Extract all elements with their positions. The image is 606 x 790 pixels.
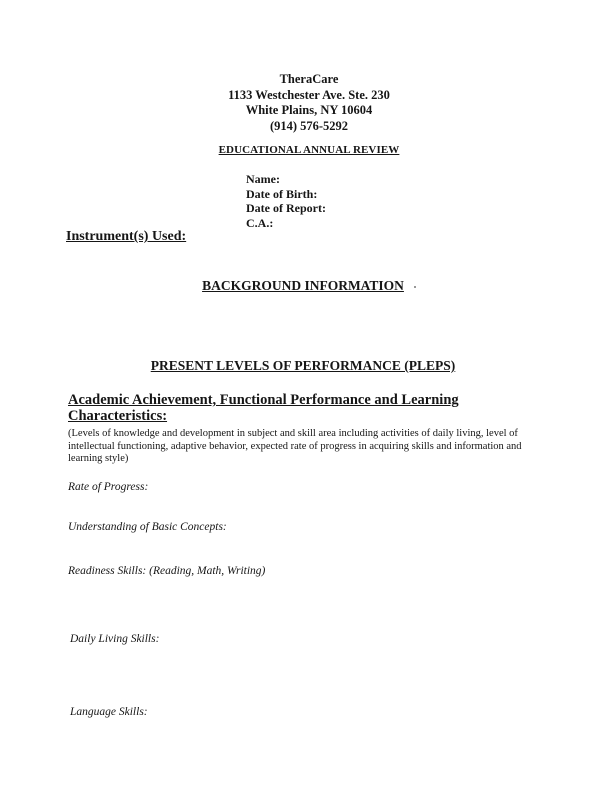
daily-living-skills-label: Daily Living Skills: <box>70 633 160 645</box>
ca-field-label: C.A.: <box>246 215 274 230</box>
scan-speck <box>414 286 416 288</box>
letterhead <box>0 72 606 134</box>
background-information-heading: BACKGROUND INFORMATION <box>202 278 404 293</box>
rate-of-progress-label: Rate of Progress: <box>68 481 149 493</box>
instruments-used-label: Instrument(s) Used: <box>66 229 187 244</box>
student-info-fields <box>246 172 326 230</box>
academic-description: (Levels of knowledge and development in subject and skill area including activities of daily living, level of intellectual functioning, adaptive behavior, expected rate of progress in acquiring skills and information and learning style) <box>68 428 522 464</box>
academic-heading-line-1: Academic Achievement, Functional Performance and Learning <box>68 392 459 408</box>
language-skills-label: Language Skills: <box>70 706 148 718</box>
academic-achievement-heading <box>68 392 548 424</box>
pleps-heading: PRESENT LEVELS OF PERFORMANCE (PLEPS) <box>150 358 456 373</box>
organization-name: TheraCare <box>279 72 339 86</box>
basic-concepts-label: Understanding of Basic Concepts: <box>68 521 227 533</box>
address-line-1: 1133 Westchester Ave. Ste. 230 <box>228 87 390 102</box>
readiness-skills-label: Readiness Skills: (Reading, Math, Writing) <box>68 565 266 577</box>
report-date-field-label: Date of Report: <box>246 201 326 215</box>
name-field-label: Name: <box>246 172 280 186</box>
academic-heading-line-2: Characteristics: <box>68 408 168 424</box>
dob-field-label: Date of Birth: <box>246 186 318 201</box>
address-line-2: White Plains, NY 10604 <box>245 103 373 117</box>
document-title: EDUCATIONAL ANNUAL REVIEW <box>218 144 400 156</box>
phone-number: (914) 576-5292 <box>269 118 349 133</box>
